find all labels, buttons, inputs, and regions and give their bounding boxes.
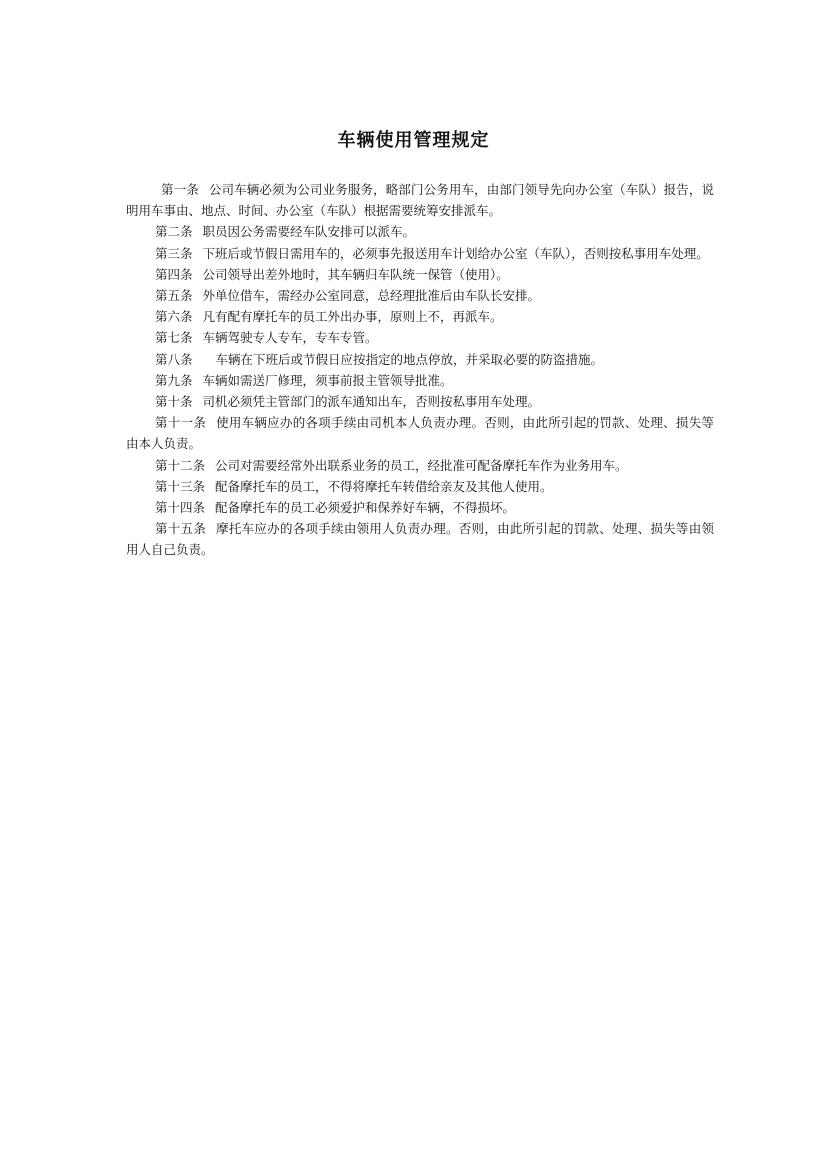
article-text: 凡有配有摩托车的员工外出办事，原则上不，再派车。	[202, 309, 503, 325]
article-1	[126, 179, 714, 221]
article-11	[126, 412, 714, 454]
article-text: 公司对需要经常外出联系业务的员工，经批准可配备摩托车作为业务用车。	[215, 457, 628, 473]
article-text: 司机必须凭主管部门的派车通知出车，否则按私事用车处理。	[202, 394, 541, 410]
article-5	[126, 285, 714, 306]
article-text: 公司车辆必须为公司业务服务，略部门公务用车，由部门领导先向办公室（车队）报告，说明用车事由、地点、时间、办公室（车队）根据需要统筹安排派车。	[126, 182, 714, 219]
article-label: 第十一条	[155, 415, 207, 431]
article-text: 配备摩托车的员工必须爱护和保养好车辆，不得损坏。	[215, 500, 516, 516]
article-15	[126, 518, 714, 560]
article-text: 使用车辆应办的各项手续由司机本人负责办理。否则，由此所引起的罚款、处理、损失等由本人负责。	[126, 415, 714, 452]
article-label: 第五条	[155, 288, 193, 304]
article-text: 车辆驾驶专人专车，专车专管。	[202, 330, 378, 346]
article-9	[126, 370, 714, 391]
document-title: 车辆使用管理规定	[337, 130, 490, 151]
article-text: 公司领导出差外地时，其车辆归车队统一保管（使用）。	[202, 266, 509, 282]
article-text: 车辆如需送厂修理，须事前报主管领导批准。	[202, 372, 453, 388]
article-text: 摩托车应办的各项手续由领用人负责办理。否则，由此所引起的罚款、处理、损失等由领用人自己负责。	[126, 521, 714, 558]
article-label: 第四条	[155, 266, 193, 282]
article-text: 外单位借车，需经办公室同意，总经理批准后由车队长安排。	[202, 288, 541, 304]
article-4	[126, 264, 714, 285]
article-text: 车辆在下班后或节假日应按指定的地点停放，并采取必要的防盗措施。	[215, 351, 604, 367]
article-8	[126, 349, 714, 370]
article-label: 第八条	[155, 351, 193, 367]
article-6	[126, 306, 714, 327]
article-label: 第七条	[155, 330, 193, 346]
article-label: 第九条	[155, 372, 193, 388]
article-7	[126, 327, 714, 348]
article-text: 配备摩托车的员工，不得将摩托车转借给亲友及其他人使用。	[215, 478, 553, 494]
article-label: 第三条	[155, 245, 193, 261]
article-label: 第一条	[161, 182, 199, 197]
article-13	[126, 476, 714, 497]
article-text: 职员因公务需要经车队安排可以派车。	[202, 224, 416, 240]
article-label: 第十条	[155, 394, 193, 410]
article-label: 第十二条	[155, 457, 206, 473]
article-label: 第十五条	[155, 521, 207, 537]
article-label: 第十三条	[155, 478, 206, 494]
article-text: 下班后或节假日需用车的，必须事先报送用车计划给办公室（车队），否则按私事用车处理。	[202, 245, 709, 261]
article-2	[126, 221, 714, 242]
article-10	[126, 391, 714, 412]
article-14	[126, 497, 714, 518]
article-label: 第六条	[155, 309, 193, 325]
document-body	[126, 179, 714, 561]
article-label: 第二条	[155, 224, 193, 240]
article-label: 第十四条	[155, 500, 206, 516]
article-12	[126, 455, 714, 476]
article-3	[126, 243, 714, 264]
